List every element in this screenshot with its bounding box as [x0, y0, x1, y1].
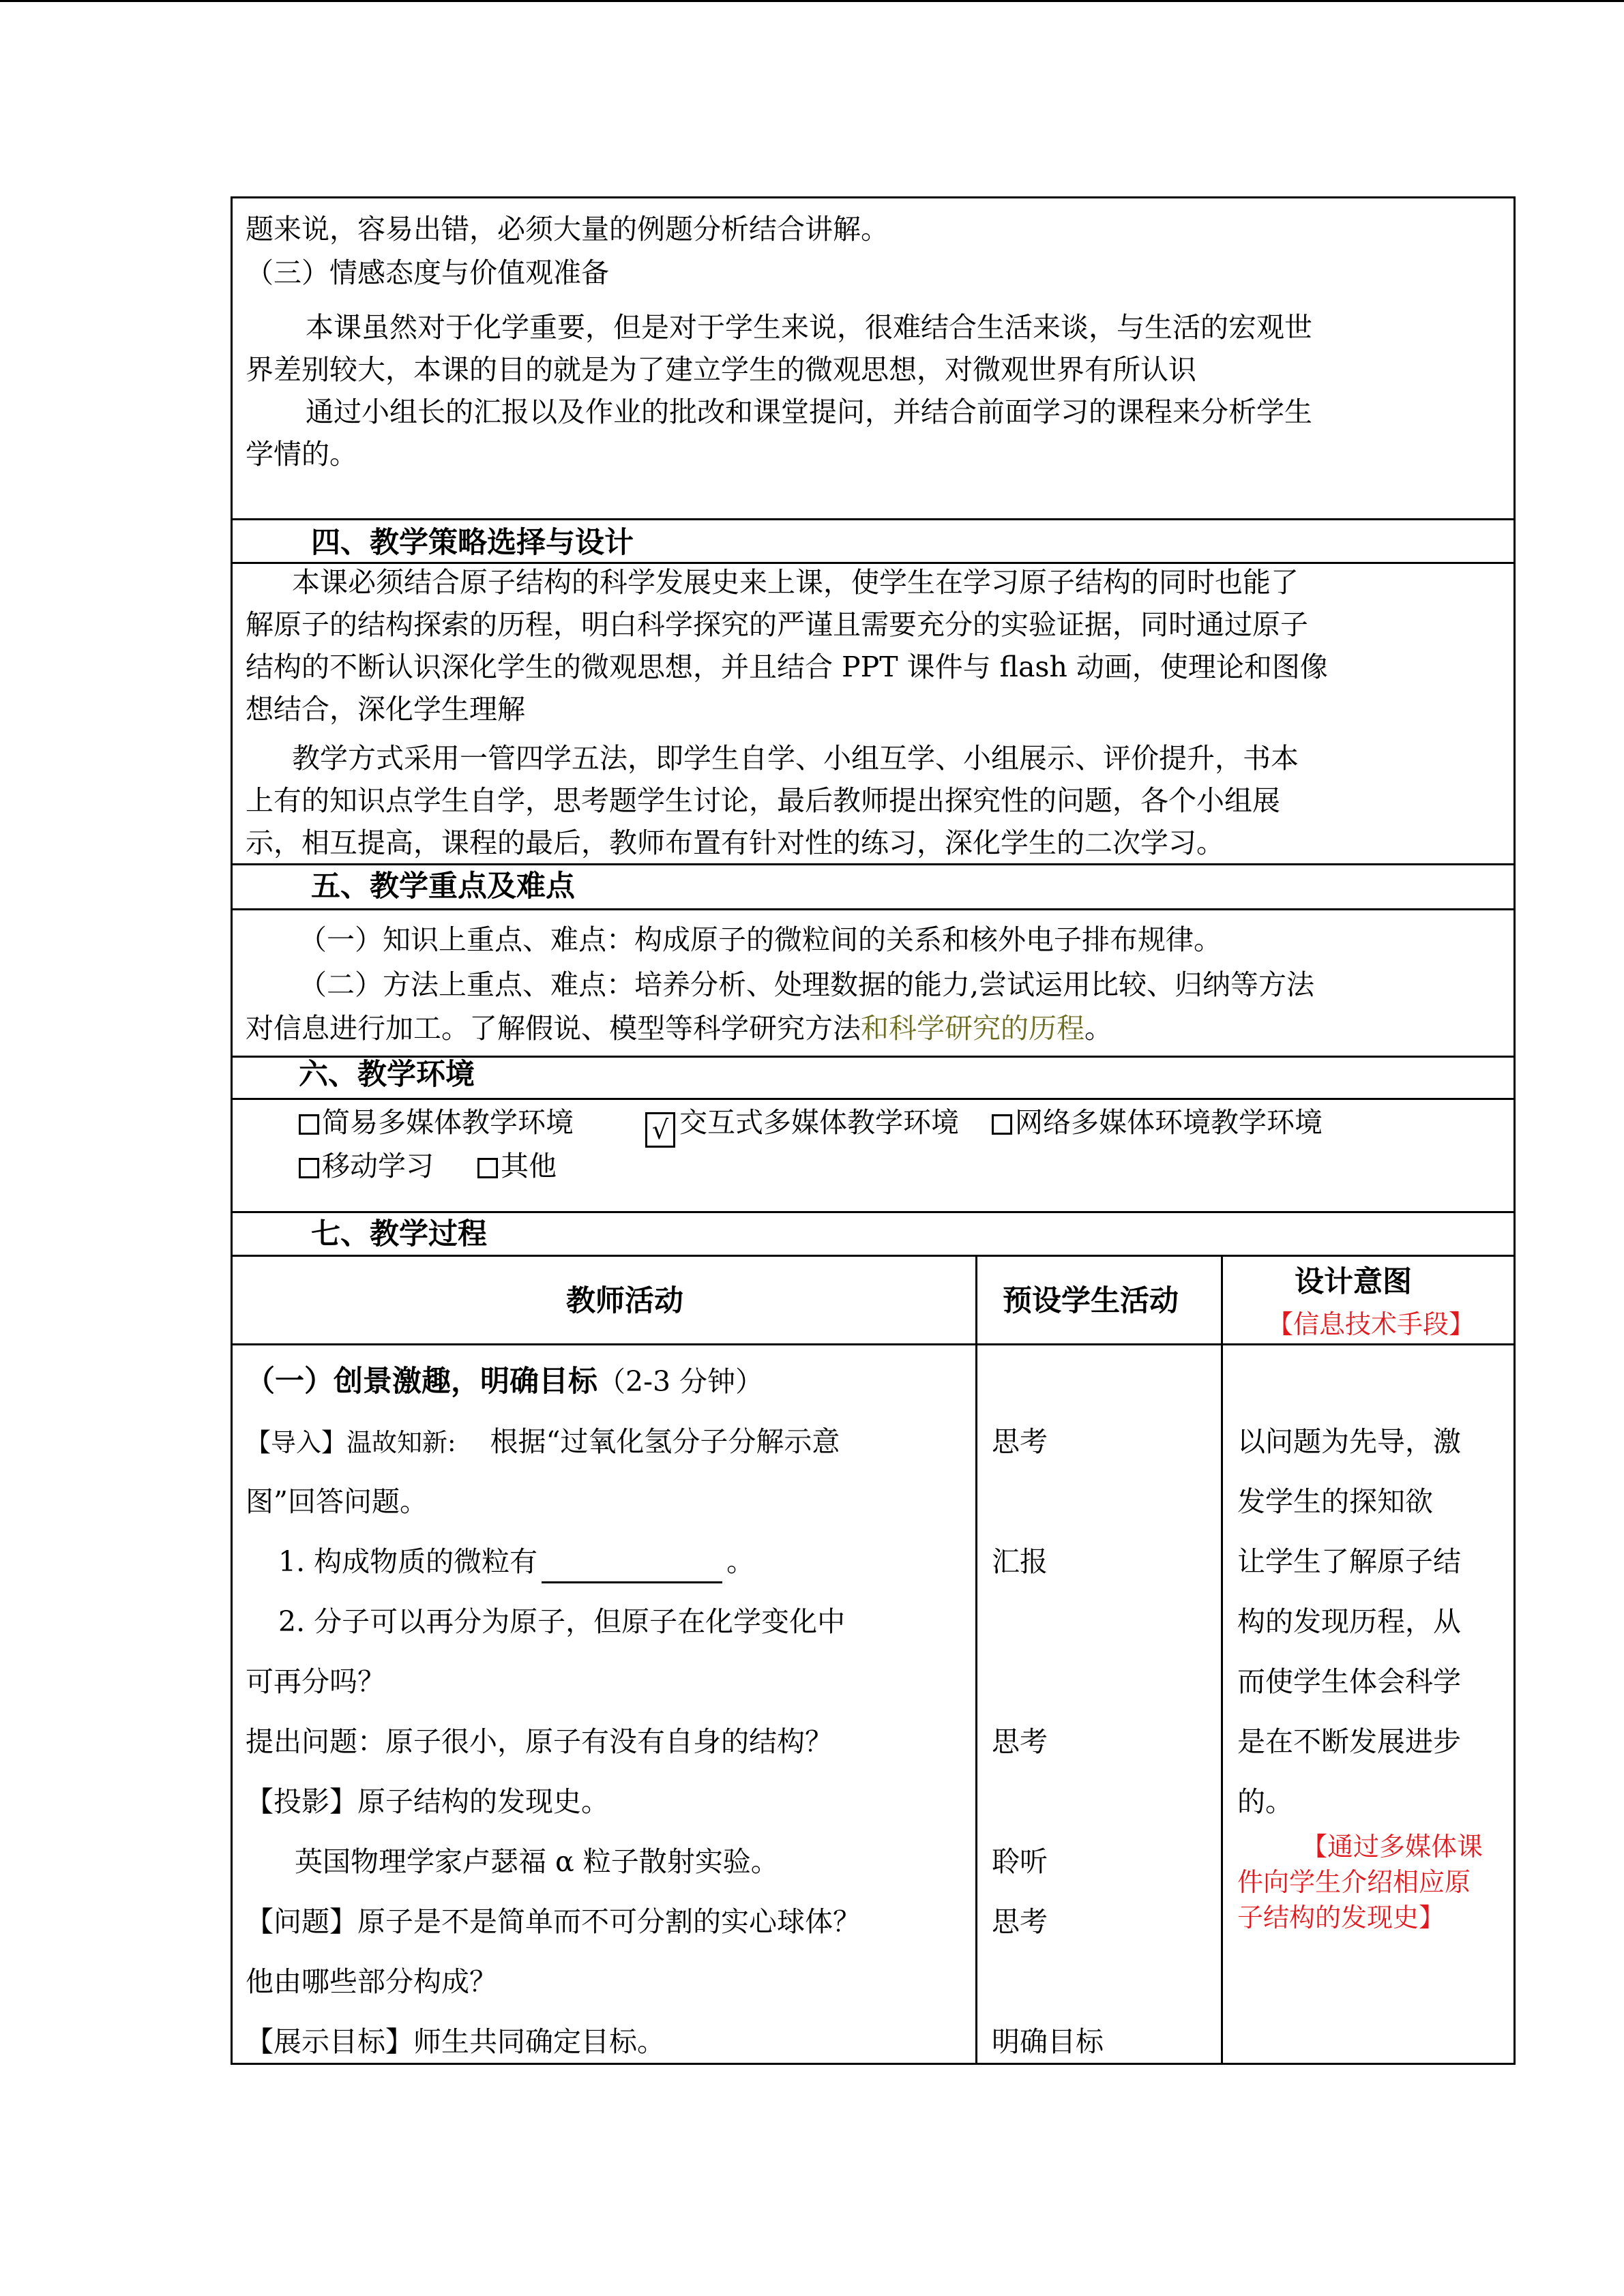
section3-p2-line2: 学情的。: [246, 438, 357, 471]
checkbox-network[interactable]: [992, 1114, 1012, 1135]
intro-tag: 【导入】温故知新:: [246, 1428, 456, 1457]
env-option-interactive-label: 交互式多媒体教学环境: [679, 1106, 959, 1139]
intro-text: 根据“过氧化氢分子分解示意: [490, 1425, 840, 1458]
col-teacher-activity: 教师活动: [566, 1284, 683, 1318]
section4-p2-line3: 示，相互提高，课程的最后，教师布置有针对性的练习，深化学生的二次学习。: [246, 826, 1224, 859]
section3-heading: （三）情感态度与价值观准备: [246, 256, 609, 289]
table-right-border: [1514, 196, 1516, 2065]
section4-p1-line4: 想结合，深化学生理解: [246, 693, 525, 726]
step-title: （一）创景激趣，明确目标: [246, 1365, 597, 1399]
design-intent-line5: 而使学生体会科学: [1237, 1665, 1461, 1698]
process-col-divider-2: [1221, 1255, 1223, 2065]
process-table-top: [231, 1255, 1516, 1257]
env-option-simple[interactable]: [299, 1101, 574, 1144]
section5-p2-line1: （二）方法上重点、难点：培养分析、处理数据的能力,尝试运用比较、归纳等方法: [299, 968, 1315, 1001]
env-option-network-label: 网络多媒体环境教学环境: [1015, 1106, 1323, 1139]
student-activity-1: 思考: [992, 1425, 1048, 1458]
student-activity-3: 思考: [992, 1725, 1048, 1758]
student-activity-6: 明确目标: [992, 2025, 1104, 2058]
table-left-border: [231, 196, 233, 2065]
question-1: [278, 1540, 754, 1583]
section5-p2-end: 。: [1084, 1012, 1112, 1045]
process-header-bottom: [231, 1343, 1516, 1345]
question-2-line2: 可再分吗？: [246, 1665, 385, 1698]
section7-heading: 七、教学过程: [311, 1217, 487, 1251]
student-activity-5: 思考: [992, 1905, 1048, 1938]
design-intent-red-line3: 子结构的发现史】: [1237, 1903, 1445, 1933]
step-title-line: [246, 1360, 763, 1403]
col-design-intent: 设计意图: [1295, 1265, 1412, 1299]
checkbox-interactive-checked[interactable]: √: [645, 1112, 675, 1148]
question-1-text: 1. 构成物质的微粒有: [278, 1545, 538, 1578]
projection-note: 【投影】原子结构的发现史。: [246, 1785, 609, 1818]
section4-p1-line1: 本课必须结合原子结构的科学发展史来上课，使学生在学习原子结构的同时也能了: [292, 566, 1299, 599]
section5-heading: 五、教学重点及难点: [311, 869, 575, 904]
intro-line2: 图”回答问题。: [246, 1485, 428, 1518]
section5-p1: （一）知识上重点、难点：构成原子的微粒间的关系和核外电子排布规律。: [299, 923, 1222, 956]
design-intent-line4: 构的发现历程，从: [1237, 1605, 1461, 1638]
design-intent-line3: 让学生了解原子结: [1237, 1545, 1461, 1578]
section3-p2-line1: 通过小组长的汇报以及作业的批改和课堂提问，并结合前面学习的课程来分析学生: [306, 396, 1312, 428]
section3-p1-line1: 本课虽然对于化学重要，但是对于学生来说，很难结合生活来谈，与生活的宏观世: [306, 311, 1312, 344]
divider-section4: [231, 518, 1516, 520]
divider-section6-body: [231, 1098, 1516, 1100]
question-1-end: 。: [726, 1545, 755, 1578]
divider-section5-body: [231, 908, 1516, 910]
design-intent-line2: 发学生的探知欲: [1237, 1485, 1433, 1518]
checkbox-mobile[interactable]: [299, 1158, 319, 1178]
col-design-intent-sub: 【信息技术手段】: [1267, 1309, 1475, 1339]
section4-p1-line3: 结构的不断认识深化学生的微观思想，并且结合 PPT 课件与 flash 动画，使理论和图像: [246, 651, 1328, 683]
process-col-divider-1: [975, 1255, 977, 2065]
section4-p1-line2: 解原子的结构探索的历程，明白科学探究的严谨且需要充分的实验证据，同时通过原子: [246, 608, 1308, 641]
section5-p2-line2: [246, 1007, 1112, 1050]
env-option-other-label: 其他: [501, 1150, 557, 1182]
section3-p1-line2: 界差别较大，本课的目的就是为了建立学生的微观思想，对微观世界有所认识: [246, 353, 1196, 386]
env-option-simple-label: 简易多媒体教学环境: [322, 1106, 574, 1139]
goal-note: 【展示目标】师生共同确定目标。: [246, 2025, 665, 2058]
checkbox-simple[interactable]: [299, 1114, 319, 1135]
rutherford-note: 英国物理学家卢瑟福 α 粒子散射实验。: [295, 1845, 779, 1878]
env-option-other[interactable]: [477, 1144, 557, 1188]
env-option-interactive[interactable]: [645, 1101, 959, 1148]
table-bottom-border: [231, 2063, 1516, 2065]
design-intent-red-line2: 件向学生介绍相应原: [1237, 1867, 1471, 1897]
design-intent-line1: 以问题为先导，激: [1237, 1425, 1461, 1458]
design-intent-line6: 是在不断发展进步: [1237, 1725, 1461, 1758]
question-2-line1: 2. 分子可以再分为原子，但原子在化学变化中: [278, 1605, 846, 1638]
section4-p2-line2: 上有的知识点学生自学，思考题学生讨论，最后教师提出探究性的问题，各个小组展: [246, 784, 1280, 817]
student-activity-4: 聆听: [992, 1845, 1048, 1878]
continuation-text: 题来说，容易出错，必须大量的例题分析结合讲解。: [246, 213, 889, 245]
env-option-mobile[interactable]: [299, 1144, 434, 1188]
table-top-border: [231, 196, 1516, 198]
section6-heading: 六、教学环境: [299, 1058, 475, 1092]
question-note-line2: 他由哪些部分构成？: [246, 1965, 497, 1998]
page-top-border: [0, 0, 1624, 2]
section4-p2-line1: 教学方式采用一管四学五法，即学生自学、小组互学、小组展示、评价提升，书本: [292, 742, 1299, 775]
step-time: （2-3 分钟）: [597, 1365, 764, 1398]
checkbox-other[interactable]: [477, 1158, 498, 1178]
section4-heading: 四、教学策略选择与设计: [311, 526, 634, 560]
env-option-network[interactable]: [992, 1101, 1323, 1144]
design-intent-line7: 的。: [1237, 1785, 1293, 1818]
question-note-line1: 【问题】原子是不是简单而不可分割的实心球体？: [246, 1905, 861, 1938]
design-intent-red-line1: 【通过多媒体课: [1301, 1832, 1483, 1862]
intro-line: [246, 1420, 840, 1465]
raise-question: 提出问题：原子很小，原子有没有自身的结构？: [246, 1725, 833, 1758]
section5-p2-plain: 对信息进行加工。了解假说、模型等科学研究方法: [246, 1012, 861, 1045]
env-option-mobile-label: 移动学习: [322, 1150, 434, 1182]
student-activity-2: 汇报: [992, 1545, 1048, 1578]
col-student-activity: 预设学生活动: [1003, 1284, 1179, 1318]
section5-p2-highlight: 和科学研究的历程: [861, 1012, 1084, 1045]
question-1-blank: [542, 1554, 722, 1583]
